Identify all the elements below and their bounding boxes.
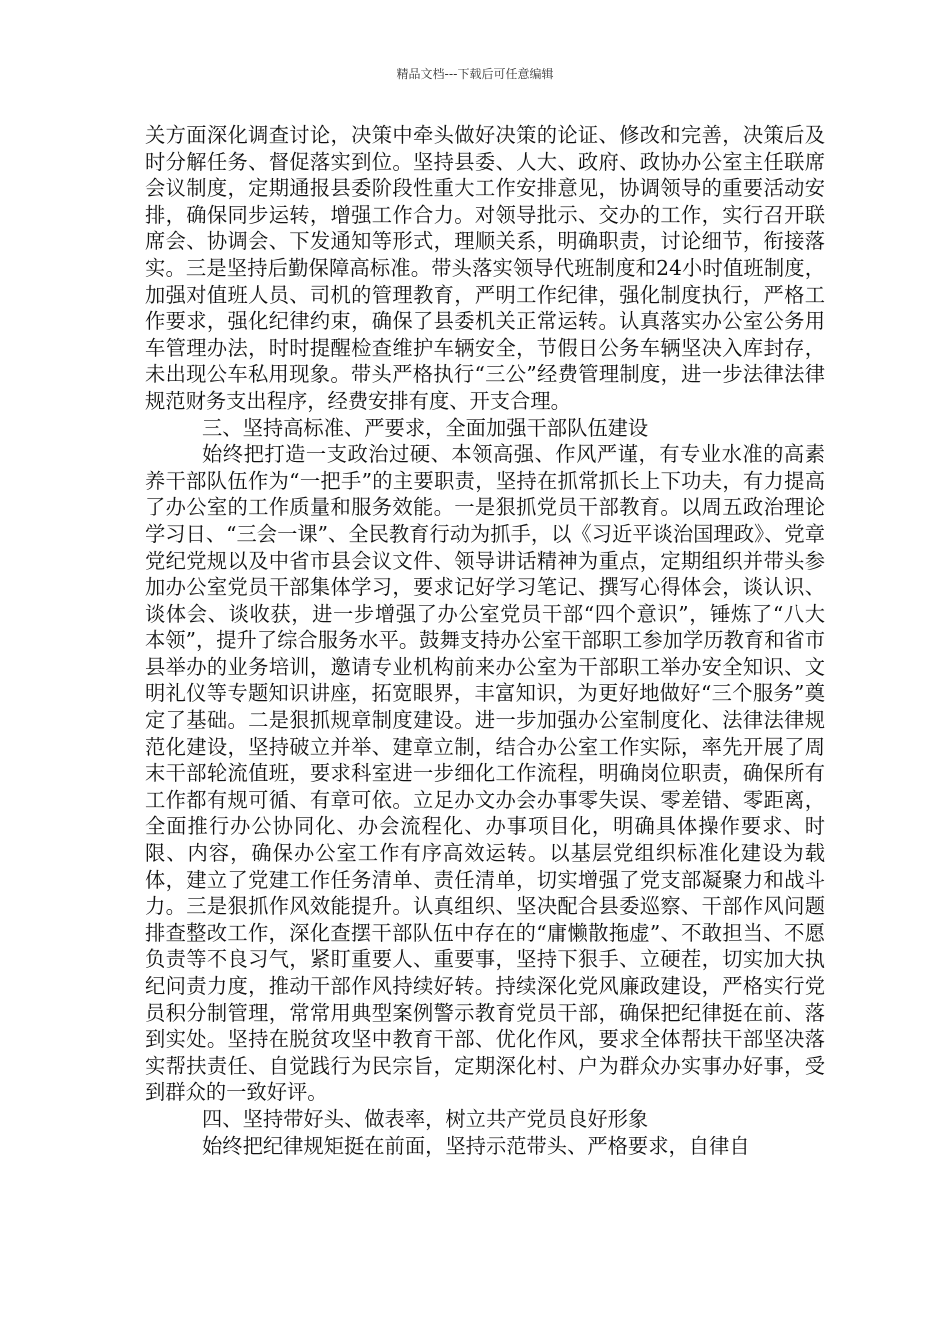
paragraph-discipline: 始终把纪律规矩挺在前面，坚持示范带头、严格要求，自律自 xyxy=(202,1133,750,1158)
paragraph-team-building: 始终把打造一支政治过硬、本领高强、作风严谨，有专业水准的高素养干部队伍作为“一把手”的主要职责，坚持在抓常抓长上下功夫，有力提高了办公室的工作质量和服务效能。一是狠抓党员干部教育。以周五政治理论学习日、“三会一课”、全民教育行动为抓手，以《习近平谈治国理政》、党章党纪党规以及中省市县会议文件、领导讲话精神为重点，定期组织并带头参加办公室党员干部集体学习，要求记好学习笔记、撰写心得体会，谈认识、谈体会、谈收获，进一步增强了办公室党员干部“四个意识”，锤炼了“八大本领”，提升了综合服务水平。鼓舞支持办公室干部职工参加学历教育和省市县举办的业务培训，邀请专业机构前来办公室为干部职工举办安全知识、文明礼仪等专题知识讲座，拓宽眼界，丰富知识，为更好地做好“三个服务”奠定了基础。二是狠抓规章制度建设。进一步加强办公室制度化、法律法律规范化建设，坚持破立并举、建章立制，结合办公室工作实际，率先开展了周末干部轮流值班，要求科室进一步细化工作流程，明确岗位职责，确保所有工作都有规可循、有章可依。立足办文办会办事零失误、零差错、零距离，全面推行办公协同化、办会流程化、办事项目化，明确具体操作要求、时限、内容，确保办公室工作有序高效运转。以基层党组织标准化建设为载体，建立了党建工作任务清单、责任清单，切实增强了党支部凝聚力和战斗力。三是狠抓作风效能提升。认真组织、坚决配合县委巡察、干部作风问题排查整改工作，深化查摆干部队伍中存在的“庸懒散拖虚”、不敢担当、不愿负责等不良习气，紧盯重要人、重要事，坚持下狠手、立硬茬，切实加大执纪问责力度，推动干部作风持续好转。持续深化党风廉政建设，严格实行党员积分制管理，常常用典型案例警示教育党员干部，确保把纪律挺在前、落到实处。坚持在脱贫攻坚中教育干部、优化作风，要求全体帮扶干部坚决落实帮扶责任、自觉践行为民宗旨，定期深化村、户为群众办实事办好事，受到群众的一致好评。 xyxy=(145,442,825,1105)
section-heading-four: 四、坚持带好头、做表率，树立共产党员良好形象 xyxy=(202,1106,649,1131)
paragraph-logistics: 关方面深化调查讨论，决策中牵头做好决策的论证、修改和完善，决策后及时分解任务、督促落实到位。坚持县委、人大、政府、政协办公室主任联席会议制度，定期通报县委阶段性重大工作安排意见，协调领导的重要活动安排，确保同步运转，增强工作合力。对领导批示、交办的工作，实行召开联席会、协调会、下发通知等形式，理顺关系，明确职责，讨论细节，衔接落实。三是坚持后勤保障高标准。带头落实领导代班制度和24小时值班制度，加强对值班人员、司机的管理教育，严明工作纪律，强化制度执行，严格工作要求，强化纪律约束，确保了县委机关正常运转。认真落实办公室公务用车管理办法，时时提醒检查维护车辆安全，节假日公务车辆坚决入库封存，未出现公车私用现象。带头严格执行“三公”经费管理制度，进一步法律法律规范财务支出程序，经费安排有度、开支合理。 xyxy=(145,123,825,413)
section-heading-three: 三、坚持高标准、严要求，全面加强干部队伍建设 xyxy=(202,415,649,440)
document-body xyxy=(145,122,825,1159)
page-header: 精品文档---下载后可任意编辑 xyxy=(396,67,554,81)
